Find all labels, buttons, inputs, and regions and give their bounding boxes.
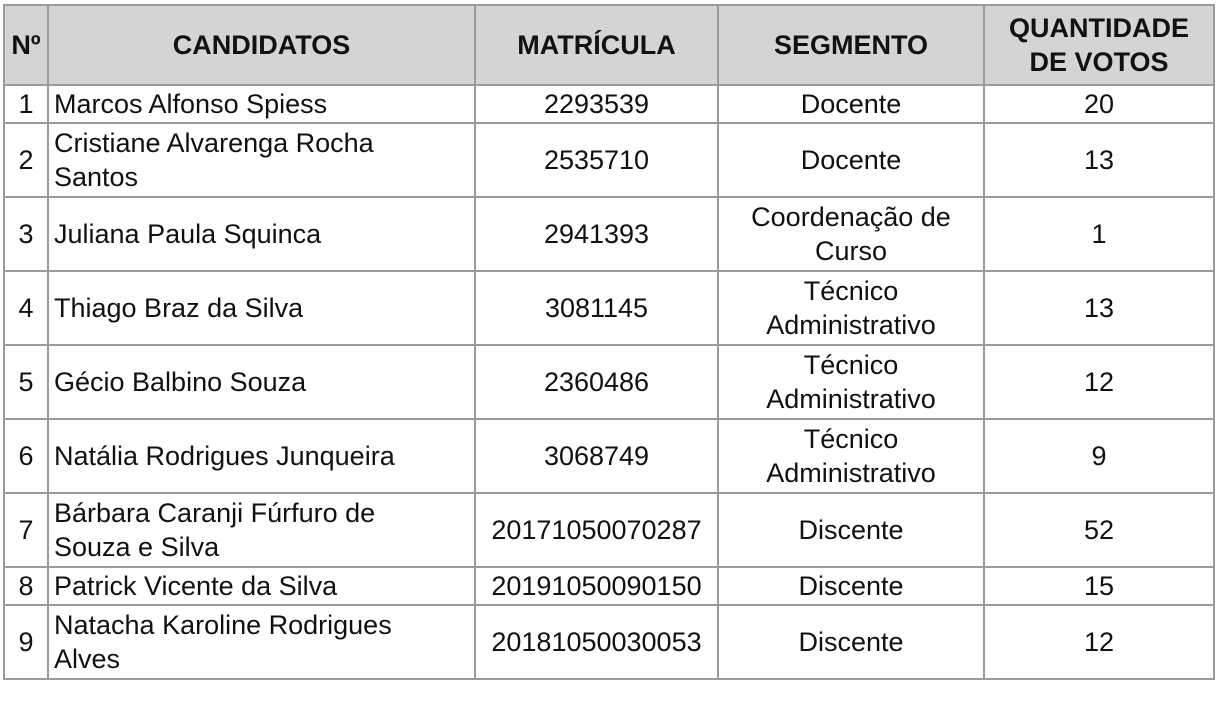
segmento-line2: Administrativo bbox=[766, 384, 936, 414]
votos-cell: 20 bbox=[984, 85, 1214, 123]
matricula-cell: 2293539 bbox=[475, 85, 718, 123]
candidate-name bbox=[48, 345, 475, 419]
candidate-name-line1: Gécio Balbino Souza bbox=[54, 367, 307, 397]
matricula-cell: 3081145 bbox=[475, 271, 718, 345]
row-num: 6 bbox=[4, 419, 48, 493]
candidate-name bbox=[48, 197, 475, 271]
votes-table bbox=[3, 4, 1215, 680]
votos-cell: 12 bbox=[984, 345, 1214, 419]
candidate-name bbox=[48, 85, 475, 123]
segmento-cell bbox=[718, 123, 984, 197]
table-row bbox=[4, 419, 1214, 493]
candidate-name bbox=[48, 493, 475, 567]
candidate-name-line1: Juliana Paula Squinca bbox=[54, 219, 322, 249]
segmento-line1: Técnico bbox=[803, 350, 899, 380]
header-candidatos: CANDIDATOS bbox=[48, 5, 475, 85]
row-num: 2 bbox=[4, 123, 48, 197]
candidate-name bbox=[48, 123, 475, 197]
segmento-cell bbox=[718, 345, 984, 419]
row-num: 4 bbox=[4, 271, 48, 345]
row-num: 7 bbox=[4, 493, 48, 567]
matricula-cell: 20171050070287 bbox=[475, 493, 718, 567]
table-row bbox=[4, 197, 1214, 271]
matricula-cell: 2941393 bbox=[475, 197, 718, 271]
votos-cell: 13 bbox=[984, 123, 1214, 197]
votos-cell: 52 bbox=[984, 493, 1214, 567]
segmento-line1: Docente bbox=[800, 145, 902, 175]
votos-cell: 12 bbox=[984, 605, 1214, 679]
segmento-cell bbox=[718, 419, 984, 493]
candidate-name bbox=[48, 605, 475, 679]
header-row bbox=[4, 5, 1214, 85]
candidate-name-line2: Souza e Silva bbox=[54, 532, 220, 562]
table-row bbox=[4, 605, 1214, 679]
candidate-name-line1: Thiago Braz da Silva bbox=[54, 293, 304, 323]
segmento-line1: Docente bbox=[800, 89, 902, 119]
candidate-name-line1: Natacha Karoline Rodrigues bbox=[54, 610, 392, 640]
candidate-name bbox=[48, 567, 475, 605]
candidate-name-line2: Alves bbox=[54, 644, 121, 674]
row-num: 9 bbox=[4, 605, 48, 679]
header-segmento: SEGMENTO bbox=[718, 5, 984, 85]
segmento-line1: Coordenação de bbox=[751, 202, 951, 232]
segmento-line1: Discente bbox=[798, 515, 904, 545]
votos-cell: 13 bbox=[984, 271, 1214, 345]
candidate-name-line1: Patrick Vicente da Silva bbox=[54, 571, 338, 601]
segmento-cell bbox=[718, 605, 984, 679]
segmento-cell bbox=[718, 85, 984, 123]
matricula-cell: 2360486 bbox=[475, 345, 718, 419]
segmento-line2: Administrativo bbox=[766, 458, 936, 488]
table-row bbox=[4, 123, 1214, 197]
header-quantidade-votos bbox=[984, 5, 1214, 85]
candidate-name-line2: Santos bbox=[54, 162, 139, 192]
segmento-line2: Administrativo bbox=[766, 310, 936, 340]
segmento-cell bbox=[718, 271, 984, 345]
segmento-line1: Discente bbox=[798, 627, 904, 657]
table-row bbox=[4, 493, 1214, 567]
row-num: 5 bbox=[4, 345, 48, 419]
header-votos-line1: QUANTIDADE bbox=[1009, 13, 1189, 43]
votos-cell: 1 bbox=[984, 197, 1214, 271]
row-num: 1 bbox=[4, 85, 48, 123]
segmento-line1: Discente bbox=[798, 571, 904, 601]
row-num: 8 bbox=[4, 567, 48, 605]
table-row bbox=[4, 345, 1214, 419]
matricula-cell: 20191050090150 bbox=[475, 567, 718, 605]
segmento-line2: Curso bbox=[814, 236, 888, 266]
header-matricula: MATRÍCULA bbox=[475, 5, 718, 85]
segmento-line1: Técnico bbox=[803, 276, 899, 306]
candidate-name bbox=[48, 419, 475, 493]
table-row bbox=[4, 567, 1214, 605]
segmento-line1: Técnico bbox=[803, 424, 899, 454]
candidate-name-line1: Marcos Alfonso Spiess bbox=[54, 89, 328, 119]
table-row bbox=[4, 85, 1214, 123]
matricula-cell: 2535710 bbox=[475, 123, 718, 197]
header-votos-line2: DE VOTOS bbox=[1029, 47, 1169, 77]
row-num: 3 bbox=[4, 197, 48, 271]
candidate-name-line1: Bárbara Caranji Fúrfuro de bbox=[54, 498, 376, 528]
matricula-cell: 20181050030053 bbox=[475, 605, 718, 679]
segmento-cell bbox=[718, 197, 984, 271]
votos-cell: 9 bbox=[984, 419, 1214, 493]
header-num: Nº bbox=[4, 5, 48, 85]
segmento-cell bbox=[718, 567, 984, 605]
votos-cell: 15 bbox=[984, 567, 1214, 605]
candidate-name-line1: Natália Rodrigues Junqueira bbox=[54, 441, 395, 471]
candidate-name bbox=[48, 271, 475, 345]
segmento-cell bbox=[718, 493, 984, 567]
candidate-name-line1: Cristiane Alvarenga Rocha bbox=[54, 128, 374, 158]
matricula-cell: 3068749 bbox=[475, 419, 718, 493]
votes-table-container bbox=[3, 4, 1215, 680]
table-row bbox=[4, 271, 1214, 345]
